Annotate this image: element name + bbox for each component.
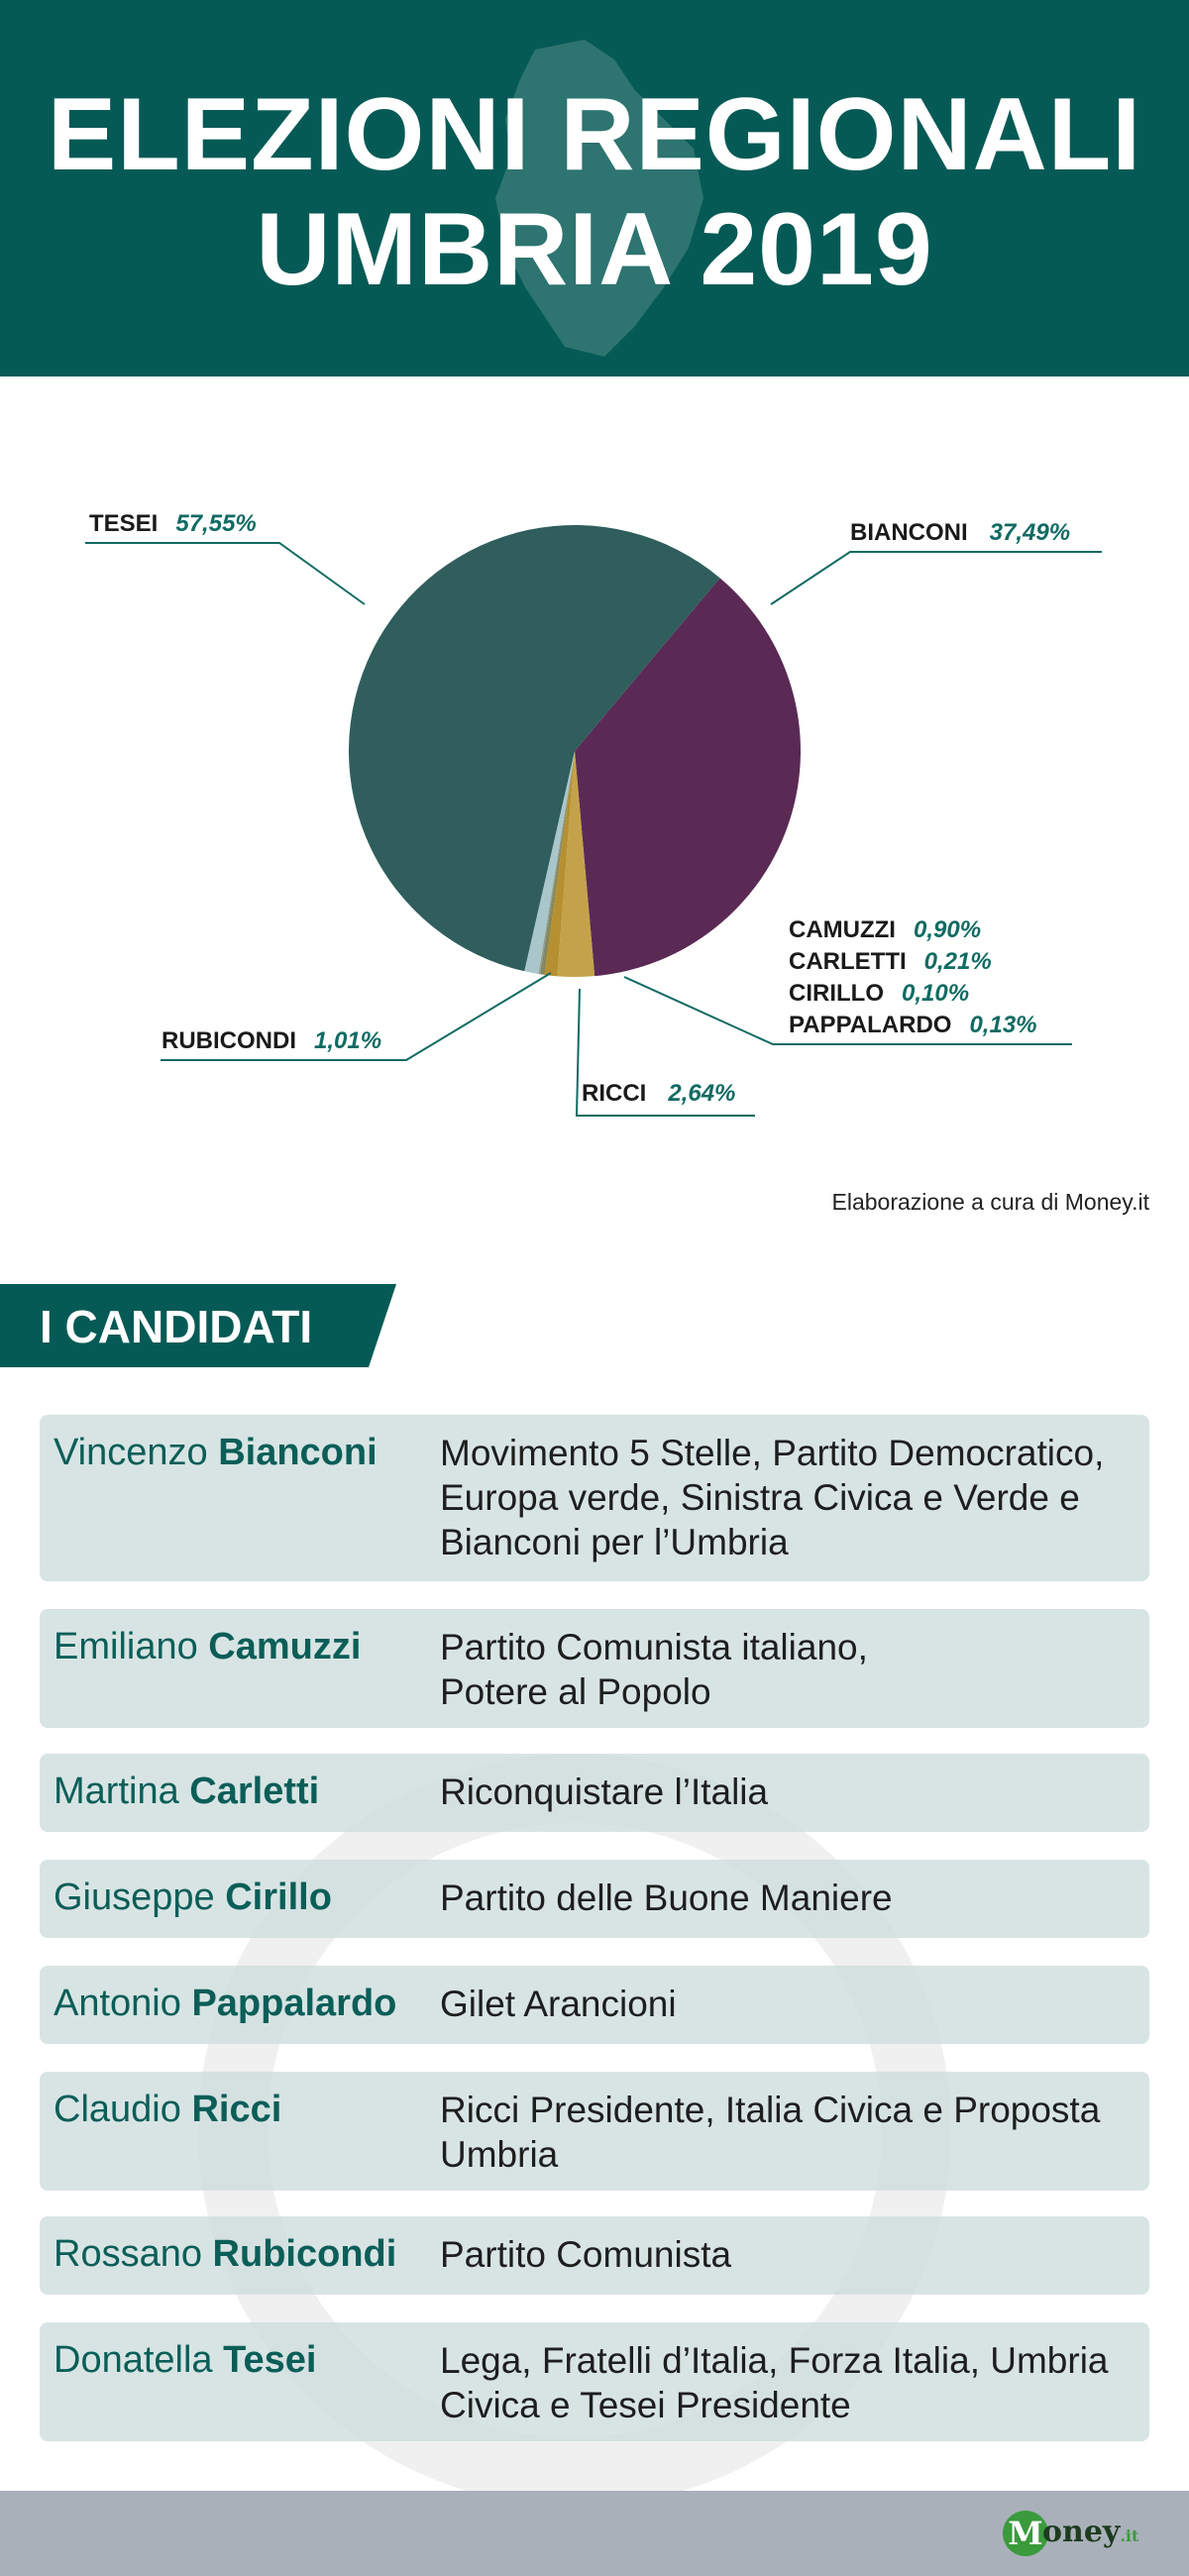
- candidate-parties: [440, 1431, 1148, 1564]
- slice-name-camuzzi: CAMUZZI: [789, 916, 896, 943]
- slice-name-ricci: RICCI: [582, 1080, 647, 1107]
- candidate-first-name: Martina: [54, 1771, 179, 1812]
- candidate-parties: [440, 2088, 1148, 2177]
- party-line: Lega, Fratelli d’Italia, Forza Italia, Umbria: [440, 2340, 1109, 2381]
- candidate-row: [40, 1860, 1149, 1938]
- slice-label-bianconi: [850, 519, 1070, 546]
- pie-chart-svg: [0, 396, 1189, 1229]
- candidate-first-name: Rossano: [54, 2233, 202, 2275]
- candidati-heading-label: I CANDIDATI: [40, 1301, 313, 1352]
- candidate-first-name: Claudio: [54, 2089, 181, 2130]
- title-line-2: UMBRIA 2019: [256, 192, 933, 307]
- slice-label-rubicondi: [162, 1027, 381, 1054]
- slice-value-bianconi: 37,49%: [989, 519, 1071, 546]
- slice-name-cirillo: CIRILLO: [789, 980, 884, 1007]
- candidate-last-name: Ricci: [191, 2089, 282, 2130]
- slice-label-tesei: [89, 510, 257, 537]
- candidate-first-name: Donatella: [54, 2339, 213, 2381]
- candidate-row: [40, 1609, 1149, 1728]
- slice-label-carletti: [789, 948, 992, 975]
- candidate-name: [54, 2232, 450, 2276]
- candidati-heading: [0, 1284, 396, 1367]
- candidate-name: [54, 1770, 450, 1813]
- candidate-parties: [440, 1625, 1148, 1714]
- candidate-last-name: Bianconi: [218, 1432, 378, 1473]
- slice-value-pappalardo: 0,13%: [969, 1012, 1037, 1038]
- slice-name-tesei: TESEI: [89, 510, 159, 537]
- candidate-parties: [440, 2232, 1148, 2277]
- candidate-last-name: Cirillo: [225, 1877, 332, 1918]
- slice-value-carletti: 0,21%: [923, 948, 992, 975]
- candidate-last-name: Camuzzi: [208, 1626, 362, 1667]
- slice-value-rubicondi: 1,01%: [314, 1027, 382, 1054]
- slice-value-tesei: 57,55%: [175, 510, 257, 537]
- leader-tesei: [85, 543, 365, 604]
- candidate-row: [40, 2216, 1149, 2295]
- footer-bar: [0, 2491, 1189, 2576]
- title-line-1: ELEZIONI REGIONALI: [47, 77, 1142, 192]
- slice-label-pappalardo: [789, 1012, 1037, 1038]
- slice-label-camuzzi: [789, 916, 981, 943]
- logo-suffix: .it: [1120, 2526, 1139, 2545]
- slice-value-ricci: 2,64%: [668, 1080, 736, 1107]
- party-line: Potere al Popolo: [440, 1671, 711, 1712]
- candidate-name: [54, 1625, 450, 1668]
- party-line: Ricci Presidente, Italia Civica e Proposta: [440, 2090, 1101, 2130]
- party-line: Partito Comunista italiano,: [440, 1627, 868, 1667]
- party-line: Partito delle Buone Maniere: [440, 1878, 893, 1918]
- candidate-row: [40, 2322, 1149, 2441]
- candidate-parties: [440, 2338, 1148, 2427]
- page-title: [0, 77, 1189, 307]
- party-line: Riconquistare l’Italia: [440, 1771, 769, 1812]
- candidate-last-name: Pappalardo: [191, 1983, 397, 2024]
- slice-label-ricci: [582, 1080, 735, 1107]
- money-logo: [1003, 2507, 1141, 2560]
- logo-wordmark: [1042, 2515, 1138, 2549]
- candidate-name: [54, 1982, 450, 2025]
- header-banner: [0, 0, 1189, 376]
- slice-name-rubicondi: RUBICONDI: [162, 1027, 296, 1054]
- slice-value-camuzzi: 0,90%: [913, 916, 982, 943]
- candidate-row: [40, 1966, 1149, 2044]
- candidate-parties: [440, 1876, 1148, 1920]
- party-line: Civica e Tesei Presidente: [440, 2385, 851, 2425]
- pie-chart: [0, 396, 1189, 1229]
- logo-m-mark: M: [1003, 2511, 1048, 2556]
- candidate-first-name: Antonio: [54, 1983, 181, 2024]
- candidate-first-name: Vincenzo: [54, 1432, 208, 1473]
- leader-bianconi: [771, 552, 1102, 604]
- candidate-name: [54, 1876, 450, 1919]
- candidate-last-name: Tesei: [223, 2339, 317, 2381]
- candidate-first-name: Emiliano: [54, 1626, 198, 1667]
- candidate-last-name: Carletti: [189, 1771, 320, 1812]
- candidate-name: [54, 2088, 450, 2131]
- slice-value-cirillo: 0,10%: [902, 980, 970, 1007]
- logo-text: oney: [1042, 2515, 1121, 2549]
- party-line: Umbria: [440, 2134, 559, 2175]
- candidate-row: [40, 2072, 1149, 2191]
- candidate-parties: [440, 1770, 1148, 1814]
- party-line: Partito Comunista: [440, 2234, 732, 2275]
- slice-name-carletti: CARLETTI: [789, 948, 907, 975]
- slice-name-bianconi: BIANCONI: [850, 519, 968, 546]
- candidate-name: [54, 1431, 450, 1474]
- credit-text: Elaborazione a cura di Money.it: [831, 1189, 1149, 1215]
- party-line: Gilet Arancioni: [440, 1984, 677, 2024]
- party-line: Bianconi per l’Umbria: [440, 1522, 789, 1562]
- candidate-row: [40, 1415, 1149, 1581]
- candidate-first-name: Giuseppe: [54, 1877, 215, 1918]
- candidate-row: [40, 1754, 1149, 1832]
- party-line: Movimento 5 Stelle, Partito Democratico,: [440, 1433, 1105, 1473]
- candidate-parties: [440, 1982, 1148, 2026]
- slice-label-cirillo: [789, 980, 969, 1007]
- slice-name-pappalardo: PAPPALARDO: [789, 1012, 952, 1038]
- party-line: Europa verde, Sinistra Civica e Verde e: [440, 1477, 1080, 1518]
- candidate-name: [54, 2338, 450, 2382]
- candidate-last-name: Rubicondi: [212, 2233, 397, 2275]
